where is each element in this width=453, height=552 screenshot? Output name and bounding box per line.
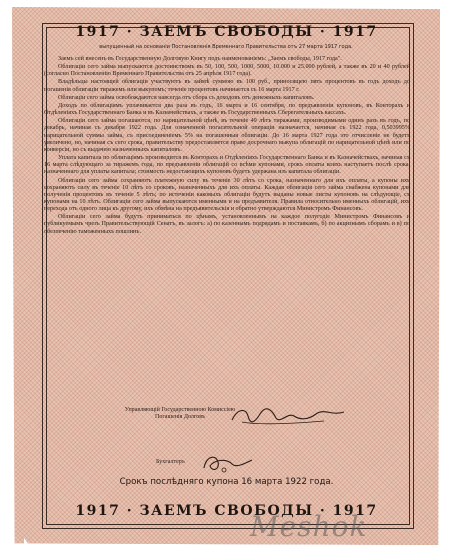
paragraph-5: Доходъ по облигаціямъ уплачивается два раза въ годъ, 16 марта и 16 сентября, по предъявленіи купоновъ, въ Конторахъ и Отдѣленіяхъ Государственнаго Банка и въ Казначействахъ, а также въ Государственныхъ Сберегательныхъ кассахъ. [44, 102, 410, 117]
bond-title-bottom: 1917 · ЗАЕМЪ СВОБОДЫ · 1917 [75, 503, 378, 519]
paragraph-6: Облигаціи сего займа погашаются, по нарицательной цѣнѣ, въ теченіе 49 лѣтъ тиражами, производимыми одинъ разъ въ годъ, по декабрь, начиная съ декабря 1922 года. Для означенной погасительной операціи назначается, начиная съ 1922 года, 0,503995% нарицательной суммы займа, съ присоединеніемъ 5% на погашенныя облигаціи. До 16 марта 1927 года это отчисленіе не будетъ увеличено, но, начиная съ сего срока, правительству предоставляется право досрочнаго выкупа облигацій по нарицательной цѣнѣ или по конверсіи, но съ выдачею назначенныхъ капиталовъ. [44, 118, 410, 153]
paragraph-3: Владѣльцы настоящей облигаціи участвуютъ въ займѣ суммою въ 100 руб., приносящею пять процентовъ въ годъ доходъ до погашенія облигаціи тиражемъ или выкупомъ; теченіе процентовъ начинается съ 16 марта 1917 г. [44, 79, 410, 93]
watermark-logo: Meshok [250, 510, 368, 543]
terms-text [44, 56, 410, 237]
last-coupon-deadline: Срокъ послѣдняго купона 16 марта 1922 года. [119, 477, 334, 487]
paragraph-2: Облигаціи сего займа выпускаются достоинствомъ въ 50, 100, 500, 1000, 5000, 10.000 и 25.000 рублей, а также въ 20 и 40 рублей (согласно Постановленію Временнаго Правительства отъ 25 апрѣля 1917 года). [44, 64, 410, 78]
paragraph-4: Облигаціи сего займа освобождаются навсегда отъ сбора съ доходовъ отъ денежныхъ капиталовъ. [58, 94, 315, 101]
accountant-label: Бухгалтеръ [156, 459, 185, 465]
bond-title-top: 1917 · ЗАЕМЪ СВОБОДЫ · 1917 [75, 24, 378, 40]
paragraph-1: Заемъ сей внесенъ въ Государственную Долговую Книгу подъ наименованіемъ: „Заемъ свободы, 1917 года". [58, 56, 342, 62]
paragraph-7: Уплата капитала по облигаціямъ производится въ Конторахъ и Отдѣленіяхъ Государственнаго Банка и въ Казначействахъ, начиная съ 16 марта слѣдующаго за тиражемъ года, по предъявленіи облигацій со всѣми купонами, срокъ оплаты коихъ наступаетъ послѣ срока, назначеннаго для уплаты капитала; стоимость недостающихъ купоновъ будетъ удержана изъ капитала облигаціи. [44, 155, 410, 176]
paragraph-9: Облигаціи сего займа будутъ приниматься по цѣнамъ, установленнымъ на каждое полугодіе Министромъ Финансовъ и публикуемымъ чрезъ Правительствующій Сенатъ, въ залогъ: а) по казеннымъ подрядамъ и поставкамъ, б) по акцизнымъ сборамъ и в) по обезпеченію таможенныхъ пошлинъ. [44, 214, 410, 235]
issuance-decree-line: выпущенный на основаніи Постановленія Временнаго Правительства отъ 27 марта 1917 года. [99, 44, 353, 50]
manager-signature [228, 404, 348, 428]
accountant-signature [198, 450, 258, 476]
manager-signature-label: Управляющій Государственною Комиссіею Погашенія Долговъ [124, 407, 236, 420]
paragraph-8: Облигаціи сего займа сохраняютъ платежную силу въ теченіе 30 лѣтъ со срока, назначеннаго для ихъ оплаты, а купоны ихъ сохраняютъ силу въ теченіе 10 лѣтъ со сроковъ, назначенныхъ для ихъ оплаты. Каждая облигація сего займа снабжена купонами для полученія процентовъ въ теченіе 5 лѣтъ; по истеченіи каковыхъ облигаціи будутъ выданы новые листы купоновъ на слѣдующіе, съ купонами на 10 лѣтъ. Облигаціи сего займа выпускаются именными и на предъявителя. Правила относительно именныхъ облигацій, ихъ перехода отъ одного лица къ другому, ихъ обмѣна на предъявительскія и обратно утверждаются Министромъ Финансовъ. [44, 177, 410, 213]
